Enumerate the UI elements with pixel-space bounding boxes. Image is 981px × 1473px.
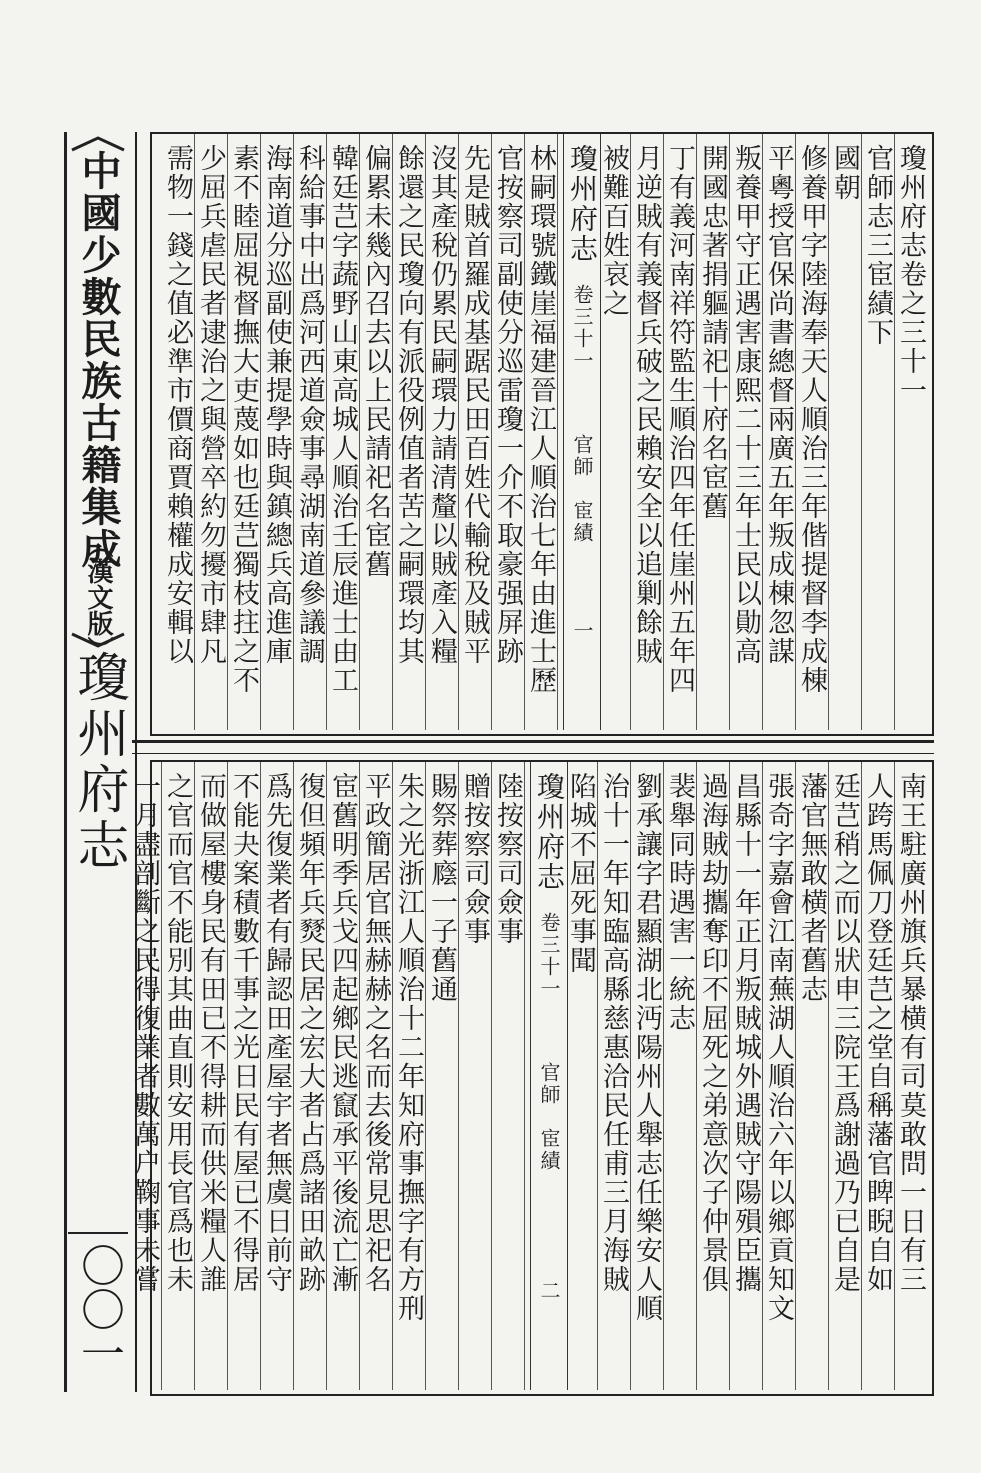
top-panel-column: 素不睦屈視督撫大吏蔑如也廷芑獨枝拄之不 — [228, 144, 259, 695]
top-panel-column: 平粵授官保尚書總督兩廣五年叛成棟忽謀 — [763, 144, 794, 666]
top-panel-column: 叛養甲守正遇害康熙二十三年士民以勛高 — [730, 144, 761, 666]
column-rule — [359, 762, 360, 1390]
column-rule — [861, 134, 862, 730]
top-panel-column: 少屈兵虐民者逮治之與營卒約勿擾市肆凡 — [195, 144, 226, 666]
column-rule — [795, 134, 796, 730]
bottom-panel-column: 昌縣十一年正月叛賊城外遇賊守陽殞臣攜 — [730, 772, 761, 1294]
bottom-panel-column: 藩官無敢横者舊志 — [796, 772, 827, 1004]
column-rule — [326, 134, 327, 730]
fold-leaf: 一 — [570, 620, 594, 642]
column-rule — [194, 762, 195, 1390]
bottom-panel-column: 贈按察司僉事 — [459, 772, 490, 946]
fold-volume: 卷三十一 — [537, 912, 561, 1000]
column-rule — [828, 134, 829, 730]
column-rule — [828, 762, 829, 1390]
page-number: 〇〇一 — [68, 1232, 128, 1384]
column-rule — [729, 762, 730, 1390]
panel-divider — [132, 740, 934, 754]
bottom-panel-column: 宦舊明季兵戈四起鄉民逃竄承平後流亡漸 — [327, 772, 358, 1294]
column-rule — [425, 762, 426, 1390]
column-rule — [260, 134, 261, 730]
fold-title: 瓊州府志 — [566, 144, 599, 264]
bottom-panel-column: 裴舉同時遇害一統志 — [664, 772, 695, 1033]
top-panel-column: 科給事中出爲河西道僉事尋湖南道參議調 — [294, 144, 325, 666]
column-rule — [795, 762, 796, 1390]
column-rule — [161, 762, 162, 1390]
bottom-panel-column: 南王駐廣州旗兵暴横有司莫敢問一日有三 — [895, 772, 926, 1294]
column-rule — [293, 762, 294, 1390]
spine-mid-ornament — [70, 632, 126, 648]
top-panel-column: 被難百姓哀之 — [598, 144, 629, 318]
bottom-panel-column: 陸按察司僉事 — [492, 772, 523, 946]
column-rule — [458, 134, 459, 730]
bottom-panel-column: 治十一年知臨高縣慈惠洽民任甫三月海賊 — [598, 772, 629, 1294]
bottom-panel-column: 不能夬案積數千事之光日民有屋已不得居 — [228, 772, 259, 1294]
column-rule — [392, 762, 393, 1390]
bottom-panel-column: 賜祭葬廕一子舊通 — [426, 772, 457, 1004]
top-panel-column: 先是賊首羅成基踞民田百姓代輸稅及賊平 — [459, 144, 490, 666]
bottom-panel-column: 而做屋樓身民有田已不得耕而供米糧人誰 — [195, 772, 226, 1294]
top-panel-column: 需物一錢之值必準市價商賈賴權成安輯以 — [162, 144, 193, 666]
column-rule — [458, 762, 459, 1390]
top-panel-column: 沒其產稅仍累民嗣環力請清釐以賊產入糧 — [426, 144, 457, 666]
top-panel-column: 官師志三宦績下 — [862, 144, 893, 347]
column-rule — [491, 134, 492, 730]
top-panel-column: 餘還之民瓊向有派役例值者苦之嗣環均其 — [393, 144, 424, 666]
bottom-panel-column: 陷城不屈死事聞 — [565, 772, 596, 975]
column-rule — [392, 134, 393, 730]
column-rule — [663, 762, 664, 1390]
center-fold-band — [563, 134, 601, 730]
column-rule — [861, 762, 862, 1390]
column-rule — [894, 134, 895, 730]
column-rule — [359, 134, 360, 730]
bottom-panel-column: 廷芑稍之而以狀申三院王爲謝過乃已自是 — [829, 772, 860, 1294]
top-panel-column: 丁有義河南祥符監生順治四年任崖州五年四 — [664, 144, 695, 695]
bottom-panel-column: 朱之光浙江人順治十二年知府事撫字有方刑 — [393, 772, 424, 1323]
column-rule — [630, 762, 631, 1390]
column-rule — [696, 134, 697, 730]
bottom-text-panel — [129, 760, 934, 1396]
top-panel-column: 韓廷芑字蔬野山東高城人順治壬辰進士由工 — [327, 144, 358, 695]
column-rule — [194, 134, 195, 730]
fold-title: 瓊州府志 — [533, 772, 566, 892]
column-rule — [729, 134, 730, 730]
bottom-panel-column: 爲先復業者有歸認田產屋宇者無虞日前守 — [261, 772, 292, 1294]
bottom-panel-column: 人跨馬佩刀登廷芑之堂自稱藩官睥睨自如 — [862, 772, 893, 1294]
column-rule — [227, 134, 228, 730]
top-panel-column: 國朝 — [829, 144, 860, 202]
column-rule — [293, 134, 294, 730]
fold-volume: 卷三十一 — [570, 284, 594, 372]
fold-section: 官師 宦績 — [537, 1062, 561, 1172]
fold-section: 官師 宦績 — [570, 434, 594, 544]
column-rule — [491, 762, 492, 1390]
top-panel-column: 海南道分巡副使兼提學時與鎮總兵高進庫 — [261, 144, 292, 666]
top-panel-column: 官按察司副使分巡雷瓊一介不取豪强屏跡 — [492, 144, 523, 666]
column-rule — [524, 762, 525, 1390]
bottom-panel-column: 復但頻年兵燹民居之宏大者占爲諸田畝跡 — [294, 772, 325, 1294]
bottom-panel-column: 之官而官不能別其曲直則安用長官爲也未 — [162, 772, 193, 1294]
bottom-panel-column: 劉承讓字君顯湖北沔陽州人舉志任樂安人順 — [631, 772, 662, 1323]
bottom-panel-column: 張奇字嘉會江南蕪湖人順治六年以鄉貢知文 — [763, 772, 794, 1323]
top-panel-column: 林嗣環號鐵崖福建晉江人順治七年由進士歷 — [525, 144, 556, 695]
top-panel-column: 偏累未幾內召去以上民請祀名宦舊 — [360, 144, 391, 579]
volume-title: 瓊州府志 — [68, 650, 128, 874]
edition-label: （漢文版） — [83, 532, 113, 662]
column-rule — [524, 134, 525, 730]
top-panel-column: 開國忠著捐軀請祀十府名宦舊 — [697, 144, 728, 521]
column-rule — [894, 762, 895, 1390]
bottom-panel-column: 一月盡剖斷之民得復業者數萬户鞠事未嘗 — [129, 772, 160, 1294]
column-rule — [762, 134, 763, 730]
bottom-panel-column: 平政簡居官無赫赫之名而去後常見思祀名 — [360, 772, 391, 1294]
column-rule — [696, 762, 697, 1390]
column-rule — [597, 762, 598, 1390]
column-rule — [227, 762, 228, 1390]
top-panel-column: 月逆賊有義督兵破之民賴安全以追剿餘賊 — [631, 144, 662, 666]
column-rule — [762, 762, 763, 1390]
column-rule — [557, 134, 558, 730]
column-rule — [326, 762, 327, 1390]
top-panel-column: 瓊州府志卷之三十一 — [895, 144, 926, 405]
center-fold-band — [530, 762, 568, 1390]
bottom-panel-column: 過海賊劫攜奪印不屈死之弟意次子仲景俱 — [697, 772, 728, 1294]
series-title: 中國少數民族古籍集成 — [75, 150, 122, 570]
column-rule — [425, 134, 426, 730]
fold-leaf: 二 — [537, 1280, 561, 1302]
top-text-panel — [150, 132, 934, 736]
column-rule — [630, 134, 631, 730]
column-rule — [260, 762, 261, 1390]
column-rule — [663, 134, 664, 730]
top-panel-column: 修養甲字陸海奉天人順治三年偕提督李成棟 — [796, 144, 827, 695]
